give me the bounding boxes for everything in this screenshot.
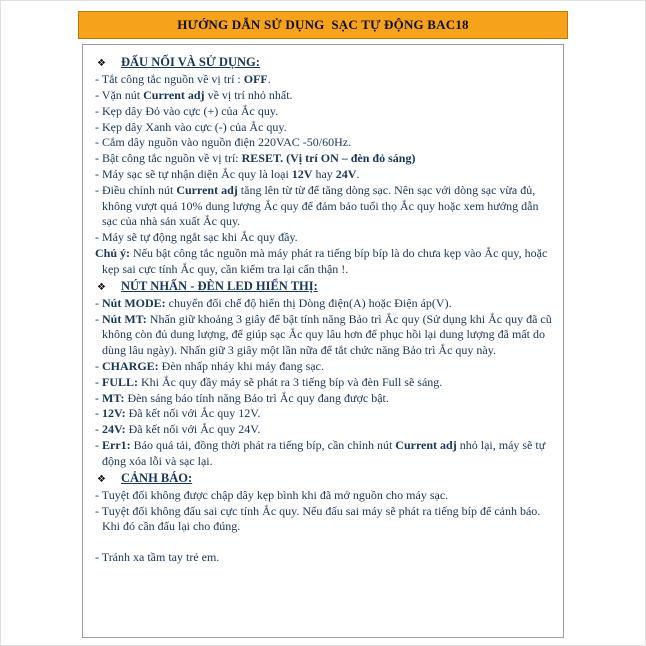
text-segment: Current adj [143,88,205,102]
text-segment: Err1: [102,437,131,452]
header-bar [78,11,568,39]
text-segment: - Tuyệt đối không được chập dây kẹp bình khi đã mở nguồn cho máy sạc. [95,487,449,502]
instruction-line [90,359,555,375]
text-segment: Nút MT: [102,311,147,326]
instruction-line [90,167,555,183]
instruction-line [90,550,555,566]
text-segment: . [356,166,360,181]
diamond-bullet-icon: ❖ [97,281,106,293]
text-segment: 12V: [102,406,126,421]
instruction-line [90,488,555,504]
instruction-line [90,375,555,391]
text-segment: Báo quá tải, đồng thời phát ra tiếng bíp, cần chỉnh nút [130,437,396,452]
text-segment: Current adj [395,437,457,452]
instruction-line [90,151,555,167]
text-segment: RESET. (Vị trí ON – đèn đỏ sáng) [241,151,416,166]
text-segment: Khi Ắc quy đầy máy sẽ phát ra 3 tiếng bíp và đèn Full sẽ sáng. [138,374,443,389]
text-segment: - Kẹp dây Xanh vào cực (-) của Ắc quy. [95,119,287,134]
section-heading-text: ĐẤU NỐI VÀ SỬ DỤNG: [121,55,260,69]
text-segment: - Kẹp dây Đỏ vào cực (+) của Ắc quy. [95,103,279,118]
instruction-line [90,422,555,438]
instruction-line [90,504,555,536]
text-segment: - Bật công tắc nguồn về vị trí: [95,151,242,166]
text-segment: Đã kết nối với Ắc quy 12V. [125,406,261,421]
text-segment: Chú ý: [95,245,131,260]
text-segment: - [95,406,102,421]
text-segment: MT: [102,390,125,405]
text-segment: - [95,422,102,437]
text-segment: Nhấn giữ khoảng 3 giây để bật tính năng Bảo trì Ắc quy (Sử dụng khi Ắc quy đã cũ không còn đủ dung lượng, để giúp sạc Ắc quy lâu hơn để phục hồi lại dung lượng đã mất do dùng lâu ngày). Nhấn giữ 3 giây một lần nữa để tắt chức năng Bảo trì Ắc quy này. [102,311,552,358]
instruction-line [90,104,555,120]
text-segment: - [95,437,102,452]
text-segment: Nút MODE: [102,295,166,310]
section-heading-text: NÚT NHẤN - ĐÈN LED HIỂN THỊ: [121,278,318,293]
text-segment: - Cắm dây nguồn vào nguồn điện 220VAC -50/60Hz. [95,135,352,150]
section [90,54,555,278]
text-segment: hay [312,166,336,181]
text-segment: - Tuyệt đối không đấu sai cực tính Ắc quy. Nếu đấu sai máy sẽ phát ra tiếng bíp để cảnh báo. Khi đó cần đấu lại cho đúng. [95,503,541,534]
text-segment: - Máy sẽ tự động ngắt sạc khi Ắc quy đầy. [95,230,298,245]
text-segment: - Máy sạc sẽ tự nhận diện Ắc quy là loại [95,166,292,181]
text-segment: OFF [243,72,268,87]
section-heading-text: CẢNH BÁO: [121,470,193,485]
instruction-line [90,406,555,422]
section [90,278,555,470]
page-title: HƯỚNG DẪN SỬ DỤNG SẠC TỰ ĐỘNG BAC18 [177,17,469,32]
section-heading [90,470,555,488]
text-segment: - Tránh xa tầm tay trẻ em. [95,550,220,565]
instruction-line [90,88,555,104]
instruction-line [90,296,555,312]
text-segment: Đã kết nối với Ắc quy 24V. [125,422,261,437]
text-segment: - [95,390,102,405]
instruction-line [90,312,555,359]
text-segment: - [95,311,102,326]
text-segment: tăng lên từ từ để tăng dòng sạc. Nên sạc với dòng sạc vừa đủ, không vượt quá 10% dung lượng Ắc quy để đảm bảo tuổi thọ Ắc quy hoặc xem hướng dẫn sạc của nhà sản xuất Ắc quy. [102,182,539,229]
content-box [82,44,564,638]
text-segment: CHARGE: [102,358,159,373]
section-heading [90,278,555,296]
text-segment: FULL: [102,374,138,389]
text-segment: Đèn sáng báo tính năng Bảo trì Ắc quy đang được bật. [124,390,389,405]
text-segment: - [95,295,102,310]
text-segment: về vị trí nhỏ nhất. [204,88,293,102]
sections [90,54,555,566]
section [90,470,555,566]
text-segment: - [95,374,102,389]
text-segment: - Vặn nút [95,88,144,102]
instruction-line [90,120,555,136]
instruction-line [90,135,555,151]
text-segment: chuyển đổi chế độ hiển thị Dòng điện(A) hoặc Điện áp(V). [165,295,452,310]
text-segment: nhỏ lại, máy sẽ tự động xóa lỗi và sạc lại. [102,437,546,468]
text-segment: - Tắt công tắc nguồn về vị trí : [95,72,244,87]
instruction-line [90,72,555,88]
section-heading [90,54,555,72]
text-segment: 12V [291,166,313,181]
instruction-line [90,183,555,230]
text-segment: . [267,72,271,87]
instruction-line [90,230,555,246]
diamond-bullet-icon: ❖ [97,473,106,485]
text-segment: Current adj [176,182,238,197]
text-segment: 24V: [102,422,126,437]
text-segment: - Điều chỉnh nút [95,182,177,197]
text-segment: - [95,358,102,373]
text-segment: 24V [335,166,357,181]
text-segment: Nếu bật công tắc nguồn mà máy phát ra tiếng bíp bíp là do chưa kẹp vào Ắc quy, hoặc kẹp sai cực tính Ắc quy, cần kiểm tra lại cẩn thận !. [102,245,548,276]
instruction-line [90,246,555,278]
instruction-line [90,391,555,407]
text-segment: Đèn nhấp nháy khi máy đang sạc. [158,358,324,373]
instruction-line [90,438,555,470]
diamond-bullet-icon: ❖ [97,58,106,69]
